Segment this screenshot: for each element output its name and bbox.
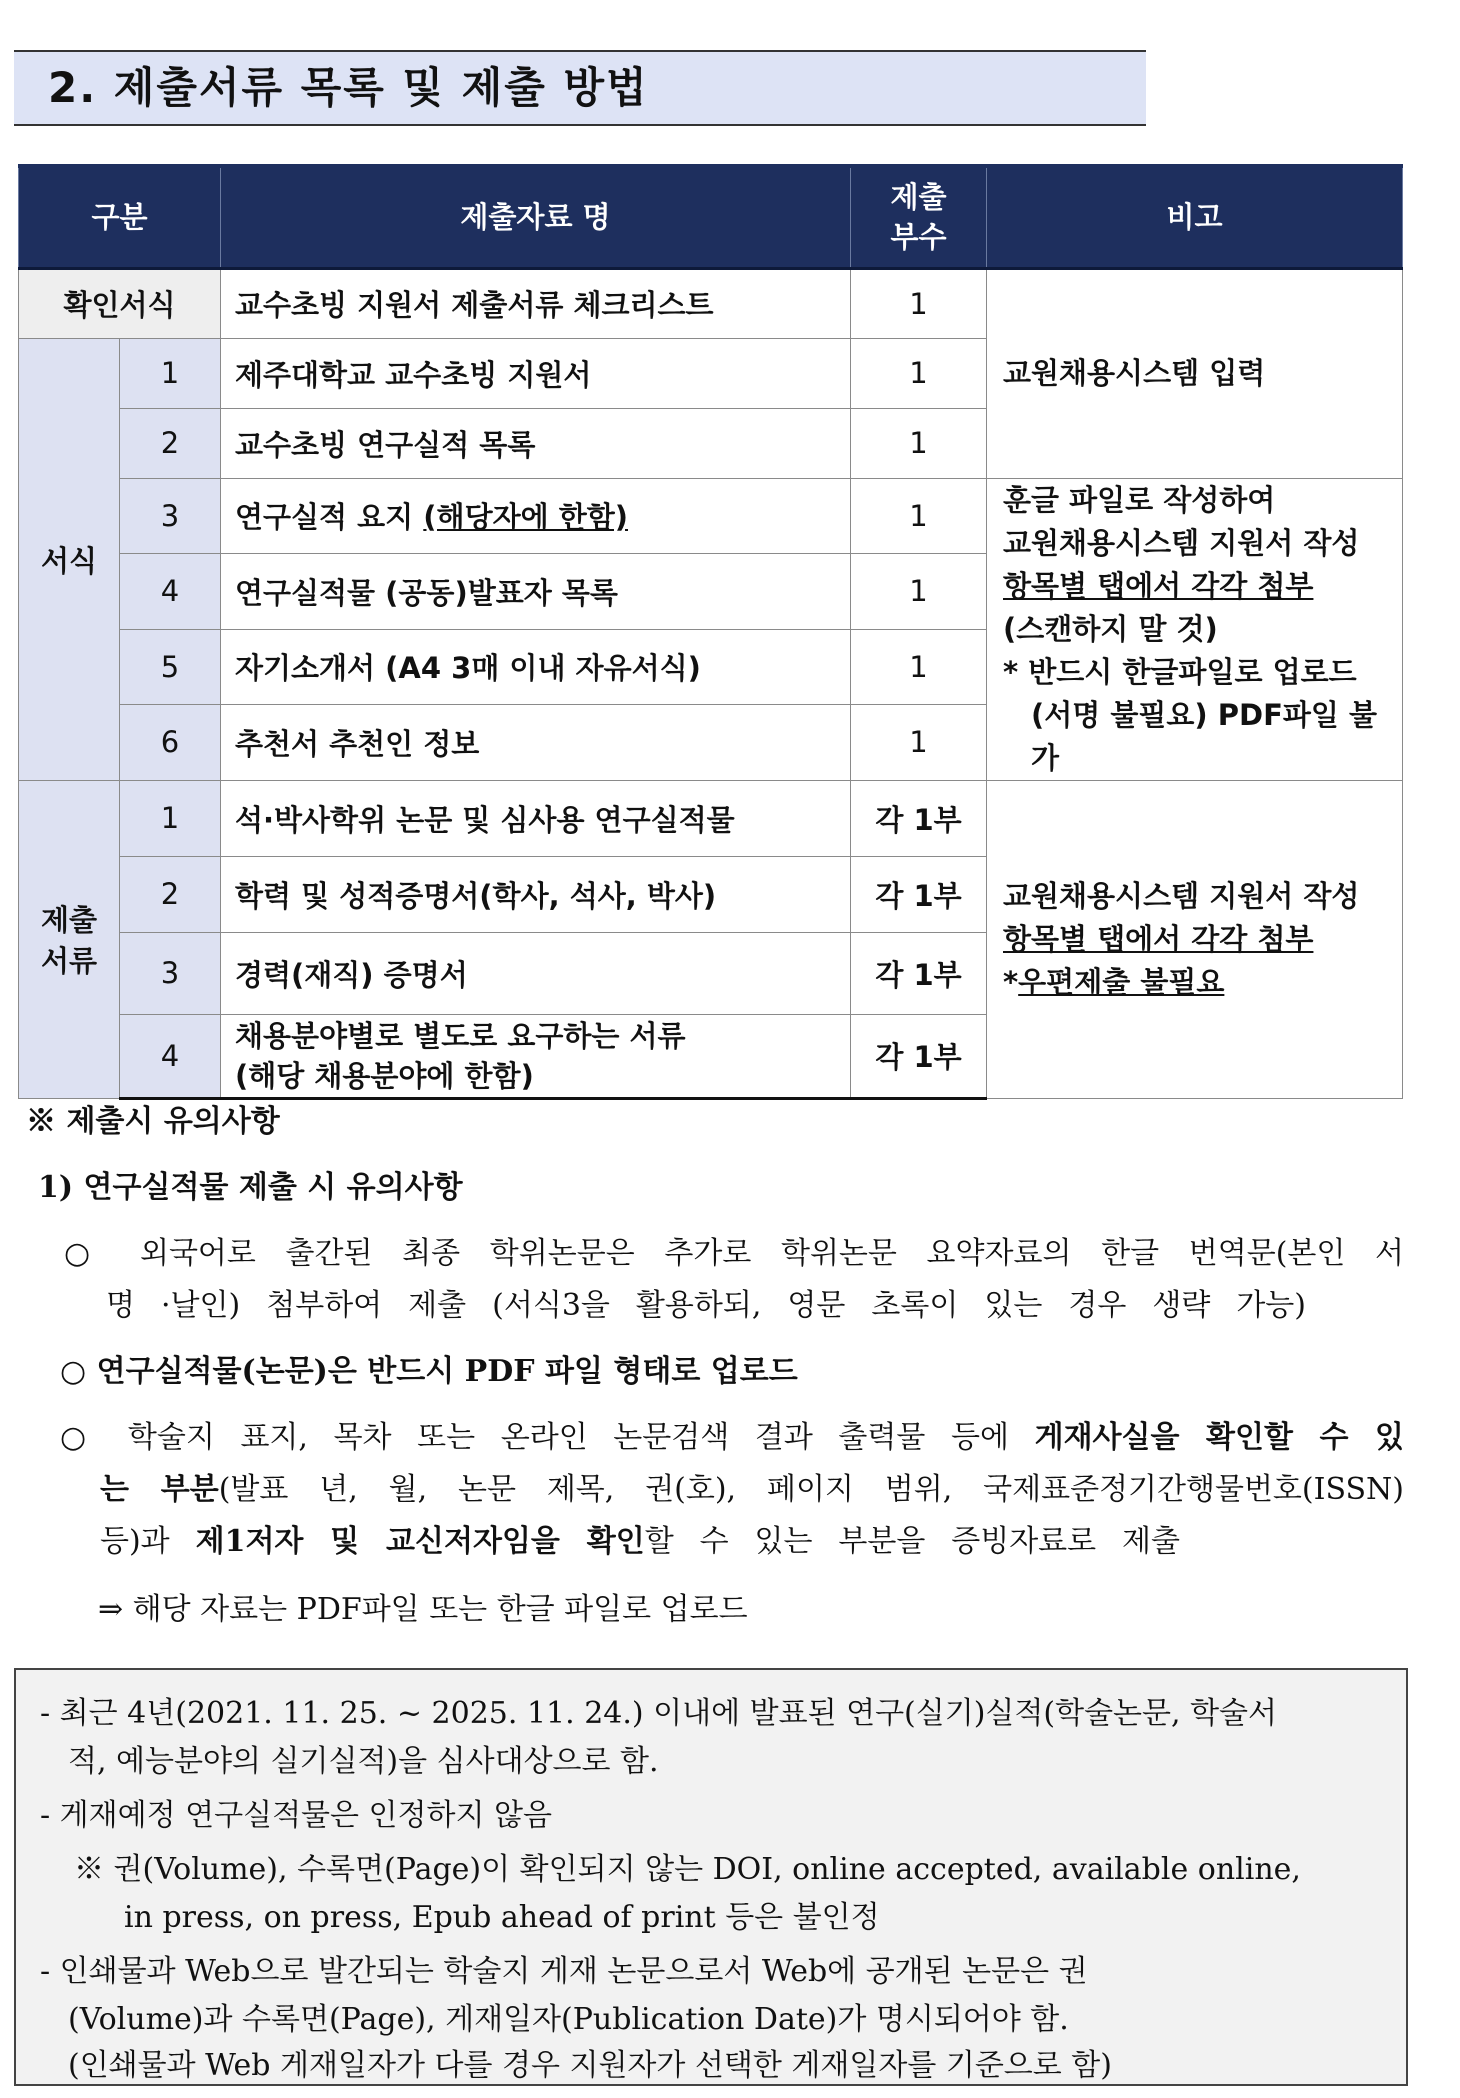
table-row: [19, 268, 1403, 338]
doc-name: [221, 1014, 851, 1098]
row-number: 1: [120, 780, 221, 856]
remark-line: 항목별 탭에서 각각 첨부: [1003, 568, 1314, 603]
box-line: (인쇄물과 Web 게재일자가 다를 경우 지원자가 선택한 게재일자를 기준으로 함): [68, 2048, 1112, 2083]
row-number: 4: [120, 554, 221, 630]
doc-name: 제주대학교 교수초빙 지원서: [221, 338, 851, 408]
notes-heading: ※ 제출시 유의사항: [26, 1104, 280, 1139]
header-copies-line2: 부수: [890, 220, 947, 255]
doc-name: [221, 478, 851, 554]
remark-line: (스캔하지 말 것): [1003, 611, 1218, 646]
row-number: 1: [120, 338, 221, 408]
note-emphasis: 는 부분: [100, 1472, 219, 1507]
forms-group-label: 서식: [19, 338, 120, 780]
docs-label-line2: 서류: [40, 944, 98, 978]
remark-hwp-upload: [987, 478, 1403, 780]
note-text: 등)과: [100, 1524, 196, 1559]
row-number: 4: [120, 1014, 221, 1098]
row-number: 5: [120, 629, 221, 705]
remark-no-mail: 우편제출 불필요: [1018, 964, 1225, 999]
doc-name: 석·박사학위 논문 및 심사용 연구실적물: [221, 780, 851, 856]
doc-name: 교수초빙 지원서 제출서류 체크리스트: [221, 268, 851, 338]
table-row: [19, 780, 1403, 856]
doc-copies: 각 1부: [851, 856, 987, 932]
remark-line: 교원채용시스템 지원서 작성: [1003, 878, 1360, 913]
doc-copies: 1: [851, 705, 987, 781]
doc-copies: 각 1부: [851, 780, 987, 856]
notes-subheading: 1) 연구실적물 제출 시 유의사항: [38, 1170, 463, 1205]
note-text: ○ 학술지 표지, 목차 또는 온라인 논문검색 결과 출력물 등에: [60, 1420, 1035, 1455]
remark-docs-upload: [987, 780, 1403, 1098]
doc-name: 경력(재직) 증명서: [221, 932, 851, 1014]
doc-copies: 각 1부: [851, 1014, 987, 1098]
note-text: 할 수 있는 부분을 증빙자료로 제출: [644, 1524, 1180, 1559]
doc-copies: 각 1부: [851, 932, 987, 1014]
doc-name-line1: 채용분야별로 별도로 요구하는 서류: [235, 1018, 686, 1053]
note-emphasis: 게재사실을 확인할 수 있: [1034, 1420, 1404, 1455]
doc-copies: 1: [851, 478, 987, 554]
note-bullet-pdf: ○ 연구실적물(논문)은 반드시 PDF 파일 형태로 업로드: [60, 1354, 798, 1389]
note-text: (발표 년, 월, 논문 제목, 권(호), 페이지 범위, 국제표준정기간행물번호(ISSN): [218, 1472, 1404, 1507]
doc-copies: 1: [851, 408, 987, 478]
doc-copies: 1: [851, 629, 987, 705]
note-arrow-line: ⇒ 해당 자료는 PDF파일 또는 한글 파일로 업로드: [98, 1592, 748, 1627]
note-bullet-line: [100, 1464, 1404, 1508]
box-line: ※ 권(Volume), 수록면(Page)이 확인되지 않는 DOI, online accepted, available online,: [74, 1852, 1301, 1887]
doc-name: 연구실적물 (공동)발표자 목록: [221, 554, 851, 630]
doc-name-underlined: (해당자에 한함): [423, 500, 628, 535]
row-number: 3: [120, 932, 221, 1014]
header-name: 제출자료 명: [221, 166, 851, 268]
box-line: 적, 예능분야의 실기실적)을 심사대상으로 함.: [68, 1744, 659, 1779]
header-category: 구분: [19, 166, 221, 268]
box-line: (Volume)과 수록면(Page), 게재일자(Publication Date)가 명시되어야 함.: [68, 2002, 1069, 2037]
doc-copies: 1: [851, 554, 987, 630]
remark-line: 훈글 파일로 작성하여: [1003, 482, 1276, 517]
note-bullet-line: 명 ·날인) 첨부하여 제출 (서식3을 활용하되, 영문 초록이 있는 경우 생략 가능): [106, 1288, 1306, 1323]
table-header-row: [19, 166, 1403, 268]
docs-group-label: [19, 780, 120, 1098]
row-number: 3: [120, 478, 221, 554]
row-number: 2: [120, 408, 221, 478]
docs-label-line1: 제출: [40, 903, 98, 937]
note-emphasis: 제1저자 및 교신저자임을 확인: [195, 1524, 645, 1559]
remark-line: [1003, 961, 1402, 1004]
section-title: 2. 제출서류 목록 및 제출 방법: [14, 50, 1146, 126]
row-number: 6: [120, 705, 221, 781]
note-bullet-line: [100, 1516, 1180, 1560]
doc-copies: 1: [851, 338, 987, 408]
doc-name-plain: 연구실적 요지: [235, 500, 414, 535]
header-remark: 비고: [987, 166, 1403, 268]
remark-line: (서명 불필요) PDF파일 불가: [1031, 697, 1378, 775]
row-number: 2: [120, 856, 221, 932]
note-bullet-line: ○ 외국어로 출간된 최종 학위논문은 추가로 학위논문 요약자료의 한글 번역문(본인 서: [64, 1236, 1404, 1271]
remark-asterisk: *: [1003, 964, 1019, 999]
remark-line: 교원채용시스템 지원서 작성: [1003, 525, 1360, 560]
confirm-form-label: 확인서식: [19, 268, 221, 338]
box-line: - 인쇄물과 Web으로 발간되는 학술지 게재 논문으로서 Web에 공개된 논문은 권: [40, 1954, 1088, 1989]
remark-line: 항목별 탭에서 각각 첨부: [1003, 921, 1314, 956]
remark-system-input: 교원채용시스템 입력: [987, 268, 1403, 478]
header-copies: [851, 166, 987, 268]
submission-table: [18, 164, 1403, 1100]
header-copies-line1: 제출: [890, 180, 947, 215]
doc-name: 교수초빙 연구실적 목록: [221, 408, 851, 478]
doc-copies: 1: [851, 268, 987, 338]
table-row: [19, 478, 1403, 554]
box-line: - 게재예정 연구실적물은 인정하지 않음: [40, 1798, 552, 1833]
doc-name: 자기소개서 (A4 3매 이내 자유서식): [221, 629, 851, 705]
box-line: in press, on press, Epub ahead of print 등은 불인정: [124, 1900, 880, 1935]
remark-line: * 반드시 한글파일로 업로드: [1003, 654, 1357, 689]
doc-name: 추천서 추천인 정보: [221, 705, 851, 781]
doc-name: 학력 및 성적증명서(학사, 석사, 박사): [221, 856, 851, 932]
eligibility-box: [14, 1668, 1408, 2086]
box-line: - 최근 4년(2021. 11. 25. ~ 2025. 11. 24.) 이내에 발표된 연구(실기)실적(학술논문, 학술서: [40, 1696, 1278, 1731]
doc-name-line2: (해당 채용분야에 한함): [235, 1058, 534, 1093]
note-bullet-line: [60, 1412, 1404, 1456]
